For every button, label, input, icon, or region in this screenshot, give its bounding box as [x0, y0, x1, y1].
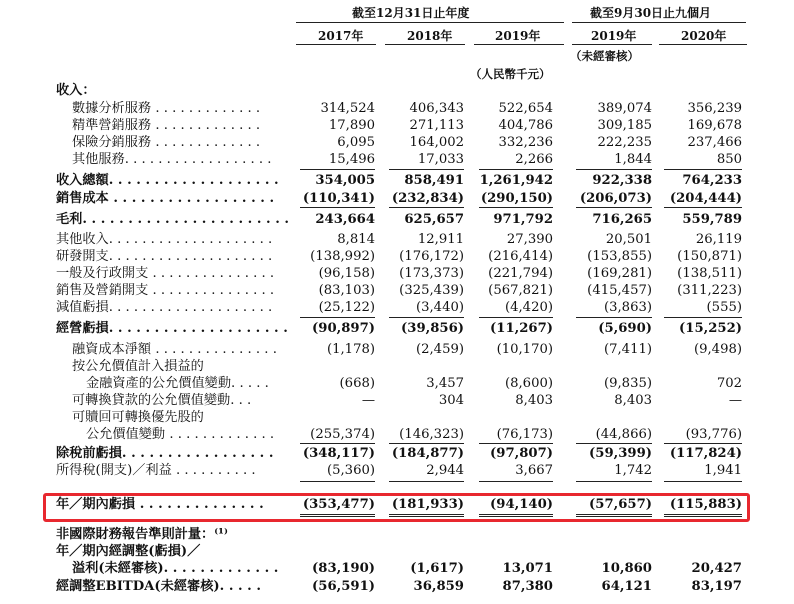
- cell-value: 8,403: [515, 393, 553, 408]
- cell-value: 389,074: [597, 101, 652, 116]
- row-label: 一般及行政開支 . . . . . . . . . . . . . . .: [56, 266, 275, 281]
- cell-value: 6,095: [337, 135, 375, 150]
- row-label: 除稅前虧損. . . . . . . . . . . . . . . . .: [56, 446, 274, 461]
- cell-value: 26,119: [695, 232, 742, 247]
- cell-value: (169,281): [587, 266, 652, 281]
- cell-value: 858,491: [404, 173, 464, 188]
- row-label: 減值虧損. . . . . . . . . . . . . . . . . . . .: [56, 300, 273, 315]
- cell-value: (97,807): [490, 446, 553, 461]
- cell-value: (110,341): [302, 191, 375, 206]
- cell-value: 8,403: [614, 393, 652, 408]
- cell-value: (39,856): [401, 321, 464, 336]
- total-rule: [576, 317, 652, 318]
- cell-value: 1,844: [614, 152, 652, 167]
- total-rule: [300, 207, 375, 208]
- total-rule: [479, 443, 553, 444]
- year-rule-2019: [474, 44, 564, 45]
- table-row: [0, 299, 794, 316]
- cell-value: (93,776): [685, 427, 742, 442]
- row-label: 銷售及營銷開支 . . . . . . . . . . . . . . .: [56, 283, 275, 298]
- cell-value: 356,239: [687, 101, 742, 116]
- total-rule: [576, 443, 652, 444]
- total-rule: [576, 169, 652, 170]
- row-label: 融資成本淨額 . . . . . . . . . . . . . . .: [72, 342, 277, 357]
- cell-value: —: [728, 393, 742, 408]
- cell-value: (1,178): [326, 342, 375, 357]
- cell-value: (176,172): [399, 249, 464, 264]
- table-row: [0, 462, 794, 479]
- cell-value: (9,498): [693, 342, 742, 357]
- cell-value: (9,835): [603, 376, 652, 391]
- cell-value: (117,824): [669, 446, 742, 461]
- cell-value: (184,877): [391, 446, 464, 461]
- table-row: [0, 445, 794, 462]
- cell-value: 164,002: [409, 135, 464, 150]
- row-label: 按公允價值計入損益的: [72, 359, 204, 374]
- row-label: 銷售成本 . . . . . . . . . . . . . . . . . .: [56, 191, 275, 206]
- cell-value: (76,173): [496, 427, 553, 442]
- cell-value: (290,150): [480, 191, 553, 206]
- total-rule: [300, 481, 375, 482]
- cell-value: (221,794): [488, 266, 553, 281]
- cell-value: (2,459): [415, 342, 464, 357]
- cell-value: (7,411): [603, 342, 652, 357]
- cell-value: (115,883): [669, 497, 742, 512]
- row-label: 公允價值變動 . . . . . . . . . . . . .: [86, 427, 275, 442]
- row-label: 年／期內虧損 . . . . . . . . . . . . . .: [56, 497, 264, 512]
- year-rule-2019-nm: [572, 44, 652, 45]
- table-row: [0, 392, 794, 409]
- total-rule: [300, 317, 375, 318]
- cell-value: 971,792: [493, 212, 553, 227]
- cell-value: (25,122): [318, 300, 375, 315]
- row-label: 收入：: [56, 83, 96, 98]
- cell-value: (44,866): [595, 427, 652, 442]
- cell-value: 36,859: [413, 579, 464, 594]
- cell-value: (59,399): [589, 446, 652, 461]
- cell-value: 3,667: [515, 463, 553, 478]
- table-row: [0, 190, 794, 207]
- cell-value: 20,427: [691, 561, 742, 576]
- cell-value: (567,821): [488, 283, 553, 298]
- cell-value: (138,992): [310, 249, 375, 264]
- table-row: [0, 134, 794, 151]
- total-rule: [576, 207, 652, 208]
- cell-value: (83,190): [312, 561, 375, 576]
- year-rule-2020-nm: [659, 44, 747, 45]
- cell-value: 354,005: [315, 173, 375, 188]
- cell-value: (173,373): [399, 266, 464, 281]
- total-rule: [479, 481, 553, 482]
- row-label: 研發開支. . . . . . . . . . . . . . . . . . . .: [56, 249, 273, 264]
- cell-value: 10,860: [601, 561, 652, 576]
- nm-group-header: 截至9月30日止九個月: [590, 6, 712, 20]
- table-row: [0, 526, 794, 543]
- cell-value: 850: [716, 152, 742, 167]
- total-rule: [300, 443, 375, 444]
- cell-value: (181,933): [391, 497, 464, 512]
- row-label: 經調整EBITDA(未經審核). . . . .: [56, 579, 261, 594]
- total-rule: [389, 317, 464, 318]
- cell-value: 404,786: [498, 118, 553, 133]
- cell-value: 20,501: [605, 232, 652, 247]
- row-label: 金融資產的公允價值變動. . . . .: [86, 376, 269, 391]
- cell-value: 64,121: [601, 579, 652, 594]
- cell-value: (5,690): [598, 321, 652, 336]
- nm-group-rule: [572, 22, 746, 23]
- row-label: 毛利. . . . . . . . . . . . . . . . . . . . . . .: [56, 212, 289, 227]
- cell-value: 406,343: [409, 101, 464, 116]
- unaudited-note: （未經審核）: [570, 49, 639, 63]
- cell-value: 27,390: [506, 232, 553, 247]
- year-header-2019-nm: 2019年: [591, 29, 637, 43]
- cell-value: 922,338: [592, 173, 652, 188]
- cell-value: (4,420): [504, 300, 553, 315]
- table-row: [0, 151, 794, 168]
- cell-value: (138,511): [677, 266, 742, 281]
- row-label: 其他收入. . . . . . . . . . . . . . . . . . . .: [56, 232, 273, 247]
- cell-value: 243,664: [315, 212, 375, 227]
- cell-value: 314,524: [320, 101, 375, 116]
- year-header-2017: 2017年: [318, 29, 364, 43]
- cell-value: (90,897): [312, 321, 375, 336]
- fy-group-rule: [296, 22, 564, 23]
- total-rule: [664, 169, 742, 170]
- table-row: [0, 82, 794, 99]
- table-row: [0, 426, 794, 443]
- cell-value: (146,323): [399, 427, 464, 442]
- cell-value: (15,252): [679, 321, 742, 336]
- table-row: [0, 375, 794, 392]
- table-row: [0, 100, 794, 117]
- cell-value: (150,871): [677, 249, 742, 264]
- table-row: [0, 320, 794, 337]
- cell-value: (348,117): [302, 446, 375, 461]
- row-label: 收入總額. . . . . . . . . . . . . . . . . . .: [56, 173, 279, 188]
- cell-value: (83,103): [318, 283, 375, 298]
- table-row: [0, 578, 794, 595]
- cell-value: 522,654: [498, 101, 553, 116]
- cell-value: (555): [706, 300, 742, 315]
- table-row: [0, 282, 794, 299]
- cell-value: 1,261,942: [479, 173, 553, 188]
- cell-value: (96,158): [318, 266, 375, 281]
- cell-value: 716,265: [592, 212, 652, 227]
- table-row: [0, 409, 794, 426]
- total-rule: [389, 443, 464, 444]
- total-rule: [664, 317, 742, 318]
- year-rule-2017: [296, 44, 376, 45]
- table-row: [0, 248, 794, 265]
- cell-value: 12,911: [417, 232, 464, 247]
- cell-value: (3,863): [603, 300, 652, 315]
- cell-value: 83,197: [691, 579, 742, 594]
- year-header-2019: 2019年: [495, 29, 541, 43]
- row-label: 經營虧損. . . . . . . . . . . . . . . . . . . .: [56, 321, 288, 336]
- cell-value: (232,834): [391, 191, 464, 206]
- row-label: 其他服務. . . . . . . . . . . . . . . . . .: [72, 152, 272, 167]
- total-rule: [479, 317, 553, 318]
- table-row: [0, 543, 794, 560]
- cell-value: 764,233: [682, 173, 742, 188]
- total-rule: [389, 169, 464, 170]
- cell-value: 1,742: [614, 463, 652, 478]
- cell-value: (216,414): [488, 249, 553, 264]
- row-label: 保險分銷服務 . . . . . . . . . . . . .: [72, 135, 261, 150]
- cell-value: (153,855): [587, 249, 652, 264]
- total-rule: [664, 481, 742, 482]
- cell-value: 15,496: [328, 152, 375, 167]
- cell-value: (353,477): [302, 497, 375, 512]
- highlight-box: [43, 493, 750, 522]
- cell-value: 271,113: [409, 118, 464, 133]
- row-label: 精準營銷服務 . . . . . . . . . . . . .: [72, 118, 261, 133]
- row-label: 溢利(未經審核). . . . . . . . . . . . .: [72, 561, 279, 576]
- cell-value: 222,235: [597, 135, 652, 150]
- cell-value: 3,457: [426, 376, 464, 391]
- cell-value: (204,444): [669, 191, 742, 206]
- total-rule: [576, 481, 652, 482]
- cell-value: (56,591): [312, 579, 375, 594]
- cell-value: 625,657: [404, 212, 464, 227]
- cell-value: 332,236: [498, 135, 553, 150]
- cell-value: 304: [438, 393, 464, 408]
- cell-value: (1,617): [410, 561, 464, 576]
- year-header-2020-nm: 2020年: [681, 29, 727, 43]
- cell-value: —: [361, 393, 375, 408]
- cell-value: 702: [716, 376, 742, 391]
- row-label: 非國際財務報告準則計量：⁽¹⁾: [56, 527, 228, 542]
- table-row: [0, 265, 794, 282]
- cell-value: 17,033: [417, 152, 464, 167]
- table-row: [0, 117, 794, 134]
- cell-value: (8,600): [504, 376, 553, 391]
- fy-group-header: 截至12月31日止年度: [352, 6, 470, 20]
- cell-value: 559,789: [682, 212, 742, 227]
- cell-value: 1,941: [704, 463, 742, 478]
- cell-value: 17,890: [328, 118, 375, 133]
- table-row: [0, 560, 794, 577]
- table-row: [0, 211, 794, 228]
- table-row: [0, 358, 794, 375]
- cell-value: 2,266: [515, 152, 553, 167]
- cell-value: (3,440): [415, 300, 464, 315]
- table-row: [0, 341, 794, 358]
- cell-value: 309,185: [597, 118, 652, 133]
- cell-value: 169,678: [687, 118, 742, 133]
- cell-value: 2,944: [426, 463, 464, 478]
- total-rule: [389, 481, 464, 482]
- cell-value: 87,380: [502, 579, 553, 594]
- year-header-2018: 2018年: [407, 29, 453, 43]
- cell-value: (11,267): [490, 321, 553, 336]
- cell-value: (311,223): [677, 283, 742, 298]
- row-label: 可轉換貸款的公允價值變動. . .: [72, 393, 252, 408]
- cell-value: (415,457): [587, 283, 652, 298]
- total-rule: [664, 207, 742, 208]
- row-label: 可贖回可轉換優先股的: [72, 410, 204, 425]
- cell-value: (206,073): [579, 191, 652, 206]
- year-rule-2018: [385, 44, 465, 45]
- row-label: 數據分析服務 . . . . . . . . . . . . .: [72, 101, 261, 116]
- cell-value: 8,814: [337, 232, 375, 247]
- unit-note: （人民幣千元）: [470, 67, 551, 81]
- table-row: [0, 231, 794, 248]
- total-rule: [300, 169, 375, 170]
- cell-value: 237,466: [687, 135, 742, 150]
- table-row: [0, 172, 794, 189]
- cell-value: (57,657): [589, 497, 652, 512]
- cell-value: (325,439): [399, 283, 464, 298]
- cell-value: (94,140): [490, 497, 553, 512]
- cell-value: (255,374): [310, 427, 375, 442]
- row-label: 年／期內經調整(虧損)／: [56, 544, 201, 559]
- total-rule: [479, 207, 553, 208]
- cell-value: (668): [339, 376, 375, 391]
- total-rule: [479, 169, 553, 170]
- total-rule: [389, 207, 464, 208]
- total-rule: [664, 443, 742, 444]
- cell-value: 13,071: [502, 561, 553, 576]
- row-label: 所得稅(開支)／利益 . . . . . . . . . .: [56, 463, 256, 478]
- cell-value: (5,360): [326, 463, 375, 478]
- cell-value: (10,170): [496, 342, 553, 357]
